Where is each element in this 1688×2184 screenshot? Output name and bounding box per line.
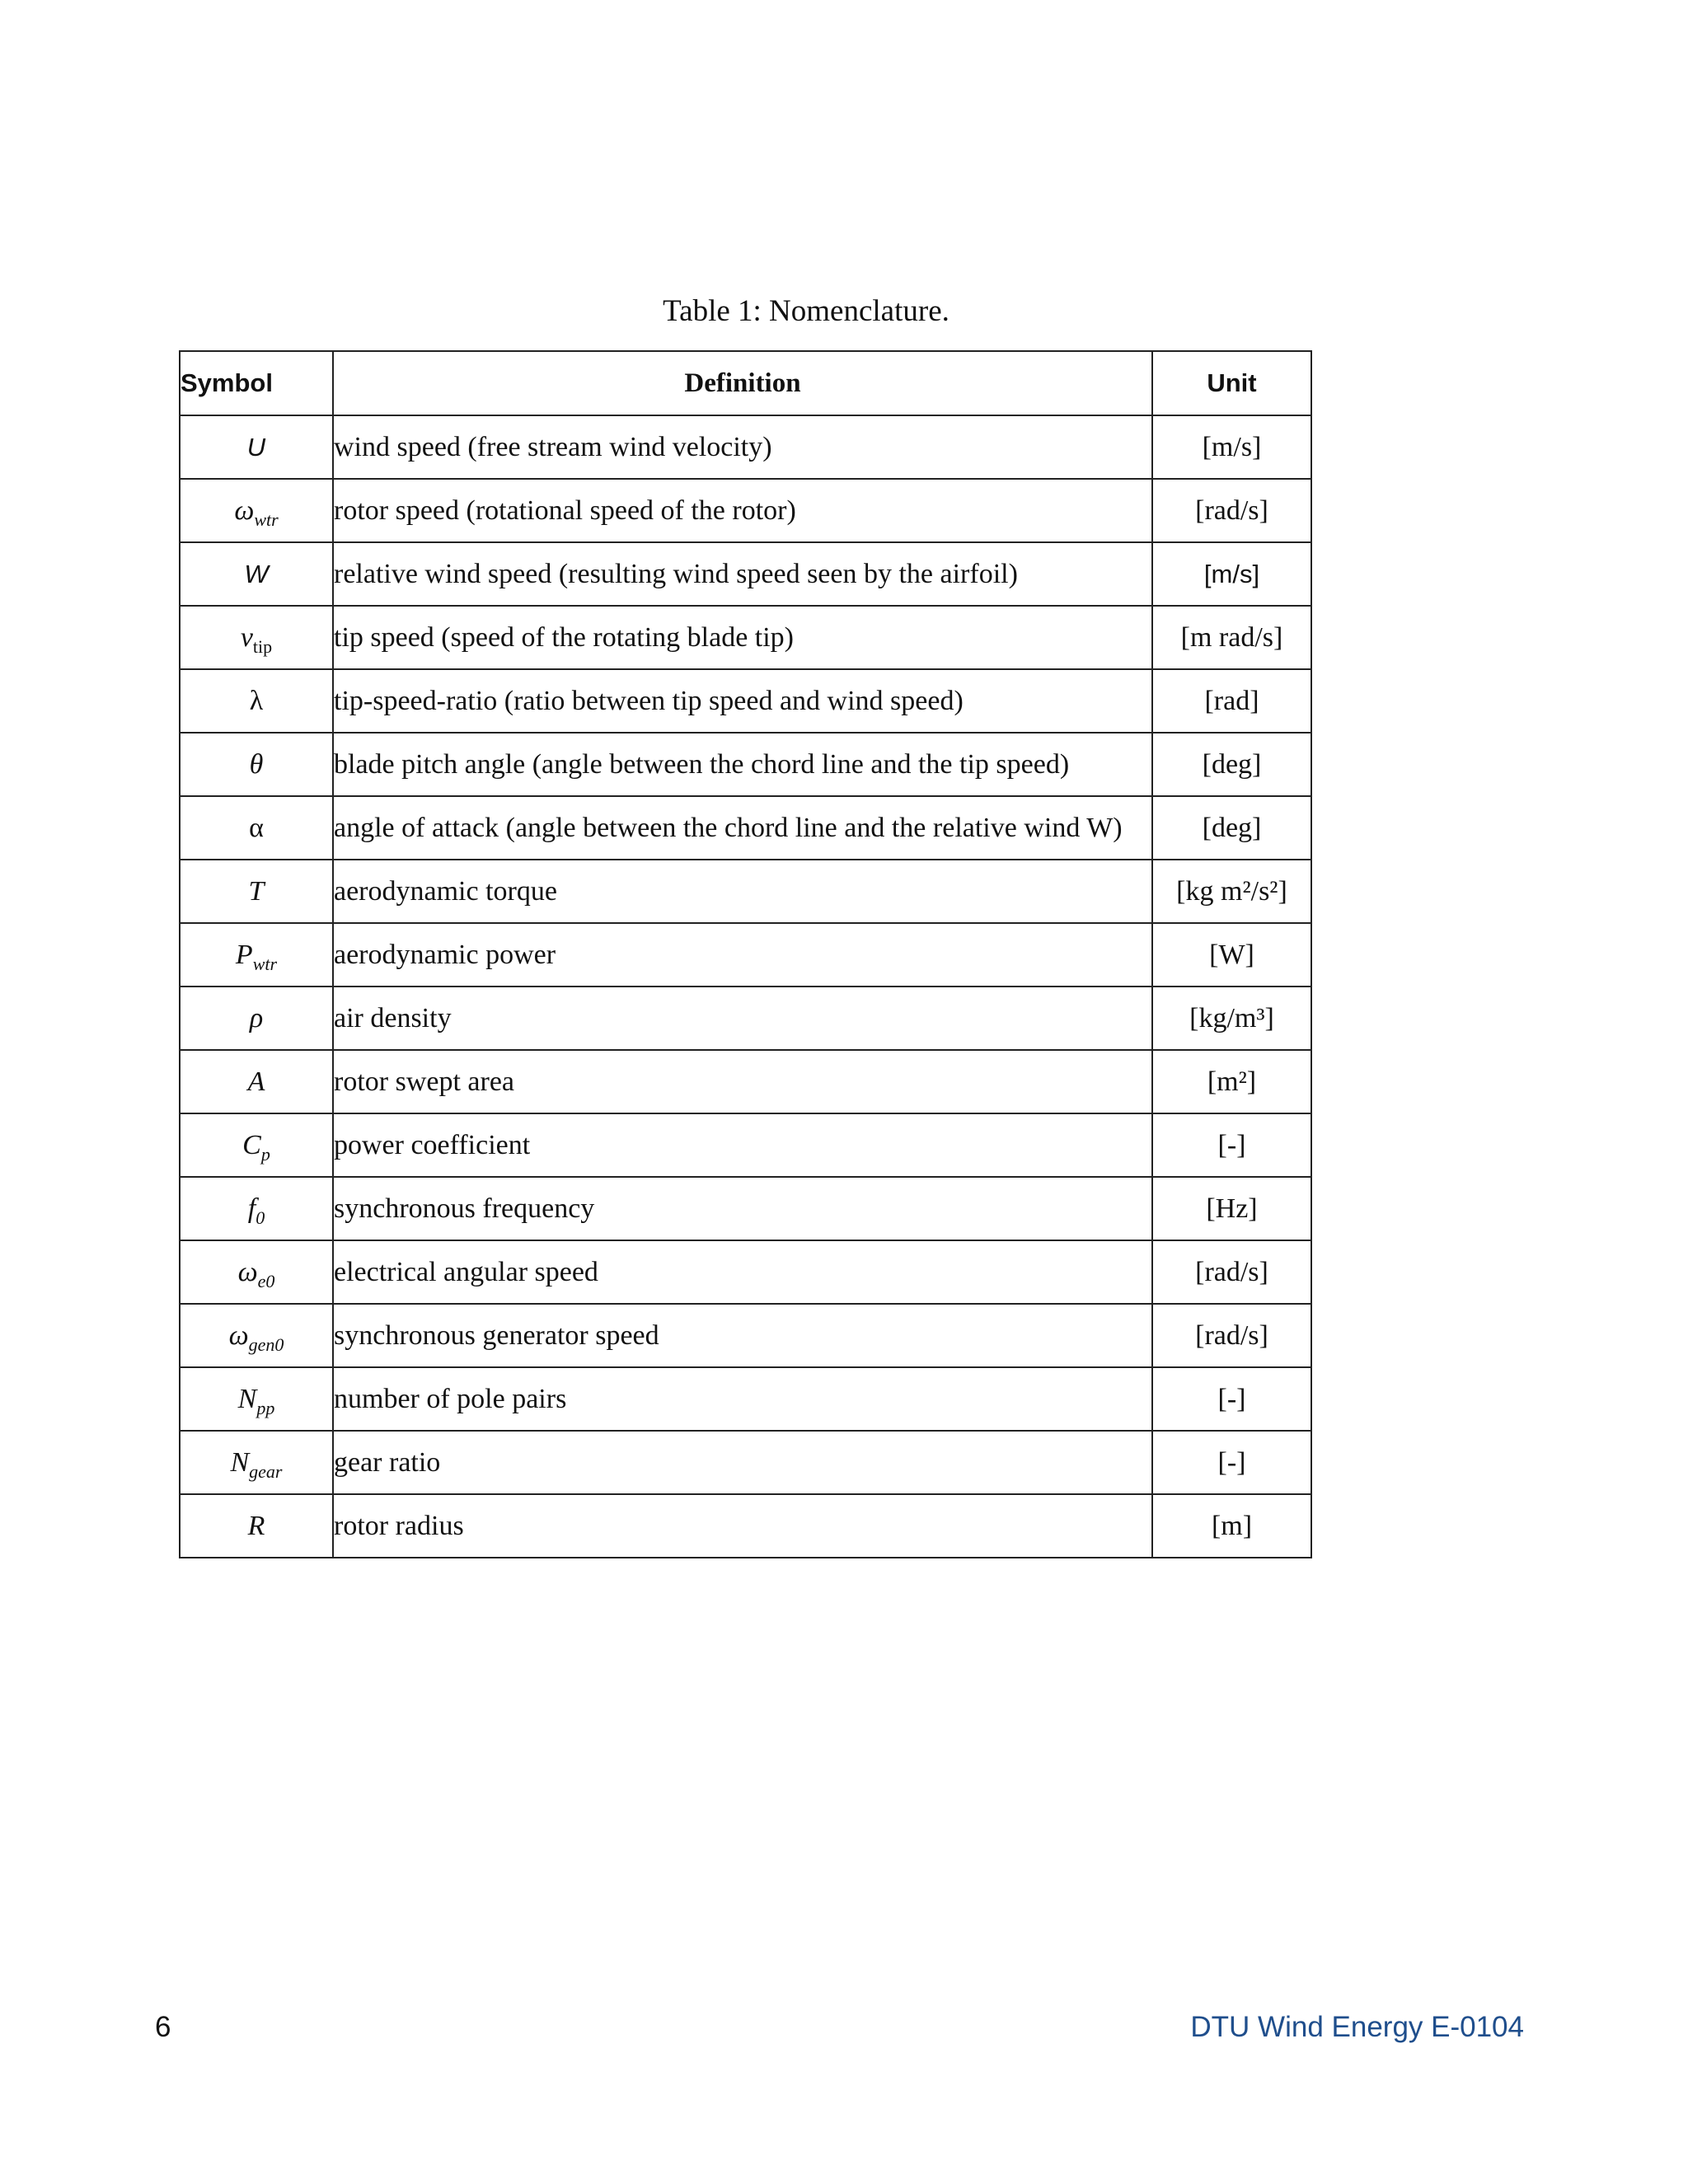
unit-cell: [rad/s] [1152,1304,1311,1367]
table-row [180,542,1311,606]
symbol-main: ω [237,1256,258,1287]
definition-cell: gear ratio [333,1431,1152,1494]
definition-cell: angle of attack (angle between the chord line and the relative wind W) [333,796,1152,860]
table-row [180,733,1311,796]
symbol-subscript: gen0 [248,1333,284,1355]
unit-cell: [rad] [1152,669,1311,733]
symbol-cell [180,415,333,479]
unit-cell: [m/s] [1152,415,1311,479]
symbol-cell [180,1177,333,1240]
symbol-main: f [247,1193,256,1224]
symbol-cell [180,1113,333,1177]
table-row [180,415,1311,479]
symbol-subscript: e0 [257,1270,275,1291]
symbol-main: A [247,1066,265,1097]
table-row [180,1431,1311,1494]
definition-cell: electrical angular speed [333,1240,1152,1304]
table-row [180,606,1311,669]
symbol-main: W [244,559,269,588]
symbol-cell [180,796,333,860]
table-row [180,1113,1311,1177]
table-row [180,669,1311,733]
symbol-cell [180,733,333,796]
unit-cell: [kg/m³] [1152,987,1311,1050]
symbol-main: C [242,1129,261,1160]
table-row [180,796,1311,860]
unit-cell: [Hz] [1152,1177,1311,1240]
symbol-cell [180,860,333,923]
table-header-row [180,351,1311,415]
definition-cell: synchronous generator speed [333,1304,1152,1367]
symbol-main: N [237,1383,257,1414]
definition-cell: power coefficient [333,1113,1152,1177]
definition-cell: aerodynamic torque [333,860,1152,923]
symbol-subscript: pp [256,1397,275,1418]
unit-cell: [m/s] [1152,542,1311,606]
definition-cell: number of pole pairs [333,1367,1152,1431]
unit-cell: [deg] [1152,733,1311,796]
definition-cell: synchronous frequency [333,1177,1152,1240]
symbol-main: ω [228,1319,249,1351]
symbol-cell [180,606,333,669]
table-caption: Table 1: Nomenclature. [663,294,950,328]
footer-report-label: DTU Wind Energy E-0104 [1190,2011,1524,2043]
symbol-subscript: tip [252,635,273,657]
header-definition: Definition [333,351,1152,415]
unit-cell: [-] [1152,1431,1311,1494]
symbol-cell [180,987,333,1050]
definition-cell: relative wind speed (resulting wind speed seen by the airfoil) [333,542,1152,606]
symbol-subscript: wtr [254,509,279,530]
unit-cell: [kg m²/s²] [1152,860,1311,923]
table-row [180,1367,1311,1431]
symbol-main: λ [249,685,264,716]
symbol-subscript: 0 [256,1207,265,1228]
definition-cell: tip speed (speed of the rotating blade tip) [333,606,1152,669]
unit-cell: [-] [1152,1113,1311,1177]
definition-cell: aerodynamic power [333,923,1152,987]
unit-cell: [m] [1152,1494,1311,1558]
table-row [180,1050,1311,1113]
nomenclature-table [179,350,1312,1558]
symbol-subscript: p [260,1143,270,1165]
table-row [180,1177,1311,1240]
table-row [180,987,1311,1050]
symbol-cell [180,923,333,987]
symbol-subscript: wtr [252,953,278,974]
unit-cell: [rad/s] [1152,479,1311,542]
header-symbol: Symbol [180,351,333,415]
symbol-main: U [246,432,266,462]
table-row [180,1304,1311,1367]
symbol-cell [180,1304,333,1367]
symbol-main: N [230,1446,250,1478]
symbol-subscript: gear [249,1460,283,1482]
unit-cell: [m rad/s] [1152,606,1311,669]
header-unit: Unit [1152,351,1311,415]
symbol-main: ρ [249,1002,264,1033]
table-row [180,860,1311,923]
symbol-main: α [249,812,264,843]
definition-cell: air density [333,987,1152,1050]
symbol-cell [180,1494,333,1558]
unit-cell: [rad/s] [1152,1240,1311,1304]
table-row [180,1240,1311,1304]
unit-cell: [-] [1152,1367,1311,1431]
symbol-cell [180,542,333,606]
definition-cell: rotor speed (rotational speed of the rotor) [333,479,1152,542]
symbol-main: P [235,939,253,970]
symbol-main: θ [249,748,264,780]
table-row [180,923,1311,987]
definition-cell: wind speed (free stream wind velocity) [333,415,1152,479]
symbol-main: R [247,1510,265,1541]
symbol-cell [180,1431,333,1494]
definition-cell: blade pitch angle (angle between the chord line and the tip speed) [333,733,1152,796]
unit-cell: [m²] [1152,1050,1311,1113]
symbol-cell [180,479,333,542]
symbol-main: ω [234,494,255,526]
unit-cell: [W] [1152,923,1311,987]
page-number: 6 [155,2011,171,2043]
unit-cell: [deg] [1152,796,1311,860]
symbol-cell [180,1240,333,1304]
table-row [180,1494,1311,1558]
symbol-main: v [240,621,253,653]
symbol-cell [180,1050,333,1113]
definition-cell: tip-speed-ratio (ratio between tip speed and wind speed) [333,669,1152,733]
symbol-cell [180,669,333,733]
table-row [180,479,1311,542]
definition-cell: rotor swept area [333,1050,1152,1113]
symbol-cell [180,1367,333,1431]
definition-cell: rotor radius [333,1494,1152,1558]
symbol-main: T [248,875,265,907]
